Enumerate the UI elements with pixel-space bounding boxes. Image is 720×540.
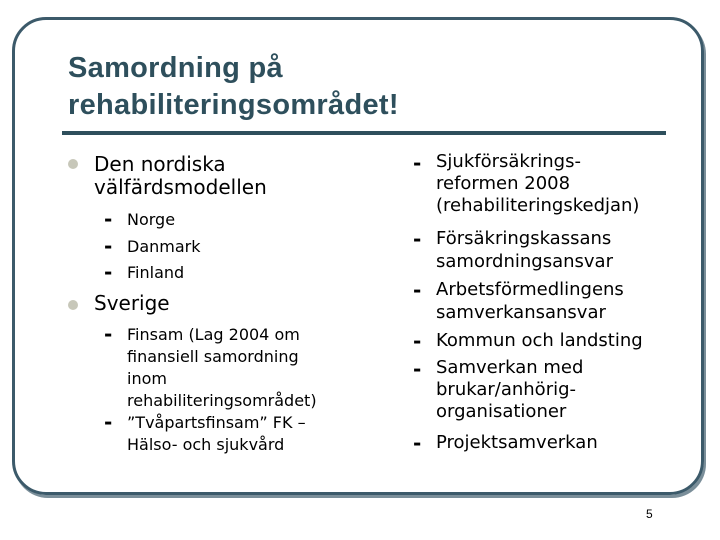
sub-item-line: inom <box>127 369 167 388</box>
right-item-kommun-landsting: Kommun och landsting <box>436 330 643 351</box>
dash-icon: - <box>413 357 422 381</box>
sub-item-tvapartsfinsam <box>127 412 306 456</box>
right-item-line: (rehabiliteringskedjan) <box>436 195 640 216</box>
bullet-dot-icon <box>68 300 78 310</box>
right-item-line: organisationer <box>436 401 567 422</box>
sub-item-line: Finsam (Lag 2004 om <box>127 325 300 344</box>
dash-icon: - <box>413 278 422 302</box>
right-item-line: Försäkringskassans <box>436 228 612 249</box>
dash-icon: - <box>104 260 113 284</box>
bullet-dot-icon <box>68 159 78 169</box>
sub-item-line: Hälso- och sjukvård <box>127 435 285 454</box>
slide-title <box>68 50 668 124</box>
right-item-line: samverkansansvar <box>436 302 606 323</box>
list-item-label: välfärdsmodellen <box>94 175 267 199</box>
dash-icon: - <box>413 151 422 175</box>
right-item-forsakringskassan <box>436 227 613 273</box>
sub-item-line: finansiell samordning <box>127 347 299 366</box>
dash-icon: - <box>413 329 422 353</box>
dash-icon: - <box>413 227 422 251</box>
right-item-line: samordningsansvar <box>436 251 613 272</box>
right-item-line: Arbetsförmedlingens <box>436 279 624 300</box>
list-item-nordic-model <box>94 153 267 199</box>
dash-icon: - <box>104 322 113 346</box>
dash-icon: - <box>104 234 113 258</box>
right-item-line: Samverkan med <box>436 357 584 378</box>
sub-item-danmark: Danmark <box>127 237 201 256</box>
dash-icon: - <box>104 207 113 231</box>
sub-item-line: rehabiliteringsområdet) <box>127 391 317 410</box>
right-item-samverkan <box>436 357 583 423</box>
right-item-reform <box>436 151 639 217</box>
sub-item-line: ”Tvåpartsfinsam” FK – <box>127 413 306 432</box>
right-item-projektsamverkan: Projektsamverkan <box>436 432 598 453</box>
title-divider <box>62 131 666 135</box>
right-item-line: brukar/anhörig- <box>436 379 577 400</box>
title-line-2: rehabiliteringsområdet! <box>68 89 399 121</box>
page-number: 5 <box>646 507 653 521</box>
list-item-label: Den nordiska <box>94 152 226 176</box>
title-line-1: Samordning på <box>68 52 283 84</box>
sub-item-finsam <box>127 324 317 412</box>
dash-icon: - <box>413 431 422 455</box>
sub-item-finland: Finland <box>127 263 185 282</box>
list-item-sverige: Sverige <box>94 291 170 315</box>
dash-icon: - <box>104 410 113 434</box>
right-item-line: reformen 2008 <box>436 173 571 194</box>
right-item-line: Sjukförsäkrings- <box>436 151 581 172</box>
sub-item-norge: Norge <box>127 210 176 229</box>
right-item-arbetsformedlingen <box>436 278 624 324</box>
